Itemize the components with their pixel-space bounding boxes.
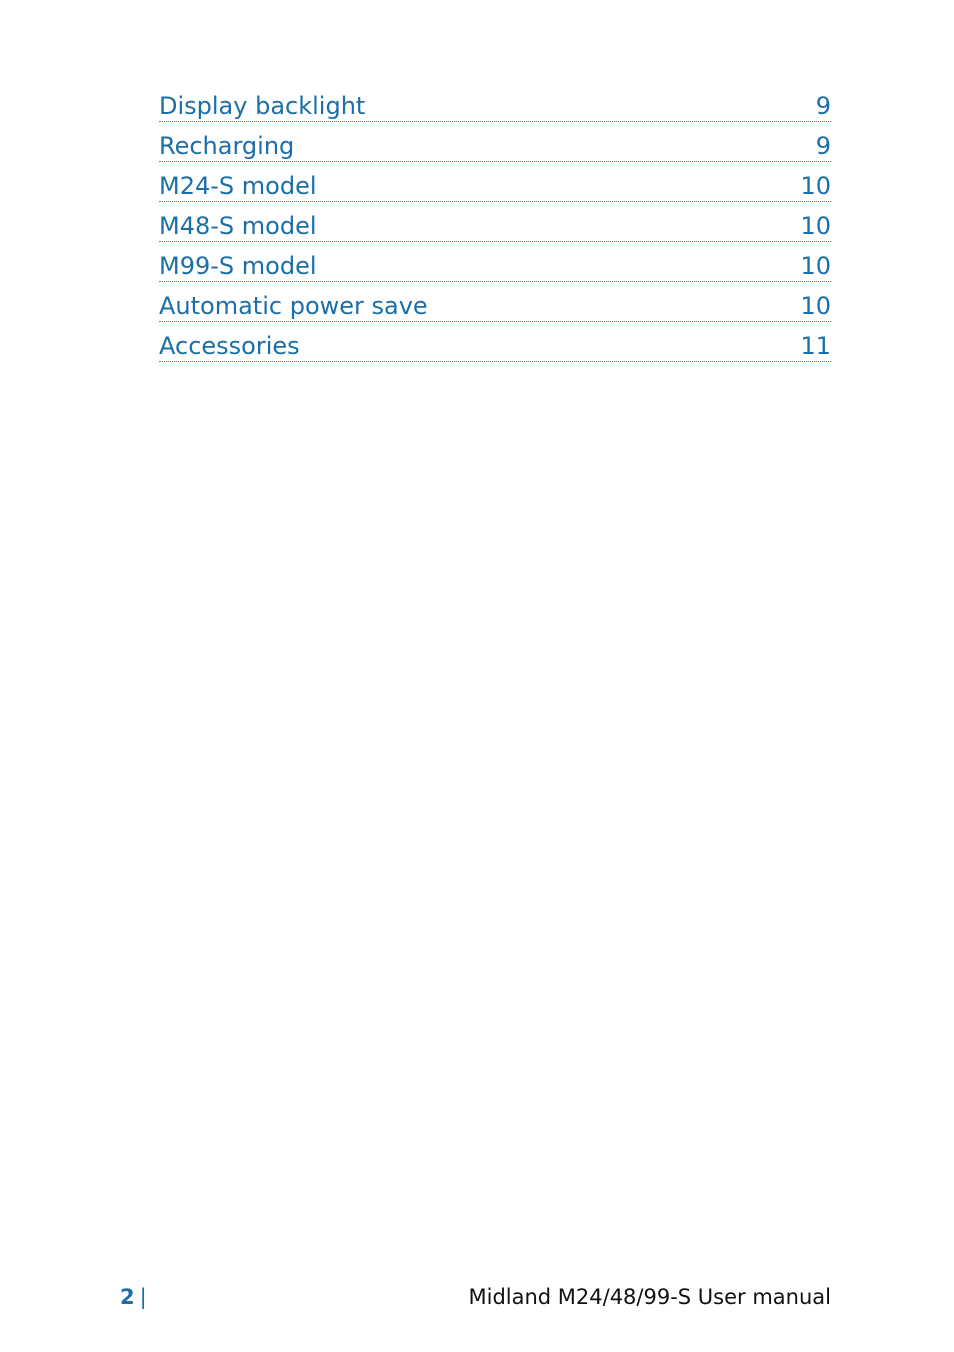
- toc-entry-accessories[interactable]: [159, 322, 831, 362]
- table-of-contents: [159, 86, 831, 362]
- toc-entry-title: M99-S model: [159, 252, 317, 280]
- toc-entry-m48-s-model[interactable]: [159, 202, 831, 242]
- toc-entry-display-backlight[interactable]: [159, 86, 831, 122]
- toc-entry-recharging[interactable]: [159, 122, 831, 162]
- page-number: 2: [120, 1285, 135, 1309]
- toc-entry-m24-s-model[interactable]: [159, 162, 831, 202]
- page-footer: [120, 1284, 831, 1310]
- toc-entry-m99-s-model[interactable]: [159, 242, 831, 282]
- toc-entry-title: Recharging: [159, 132, 295, 160]
- toc-entry-page: 10: [800, 292, 831, 320]
- manual-title: Midland M24/48/99-S User manual: [468, 1285, 831, 1309]
- toc-entry-page: 10: [800, 212, 831, 240]
- toc-entry-page: 10: [800, 172, 831, 200]
- toc-entry-page: 10: [800, 252, 831, 280]
- page-number-separator: |: [139, 1285, 147, 1309]
- toc-entry-title: Accessories: [159, 332, 300, 360]
- toc-entry-page: 11: [800, 332, 831, 360]
- toc-entry-automatic-power-save[interactable]: [159, 282, 831, 322]
- toc-entry-title: M48-S model: [159, 212, 317, 240]
- page-number-group: [120, 1284, 147, 1310]
- toc-entry-page: 9: [815, 92, 831, 120]
- toc-entry-page: 9: [815, 132, 831, 160]
- toc-entry-title: M24-S model: [159, 172, 317, 200]
- toc-entry-title: Display backlight: [159, 92, 366, 120]
- toc-entry-title: Automatic power save: [159, 292, 428, 320]
